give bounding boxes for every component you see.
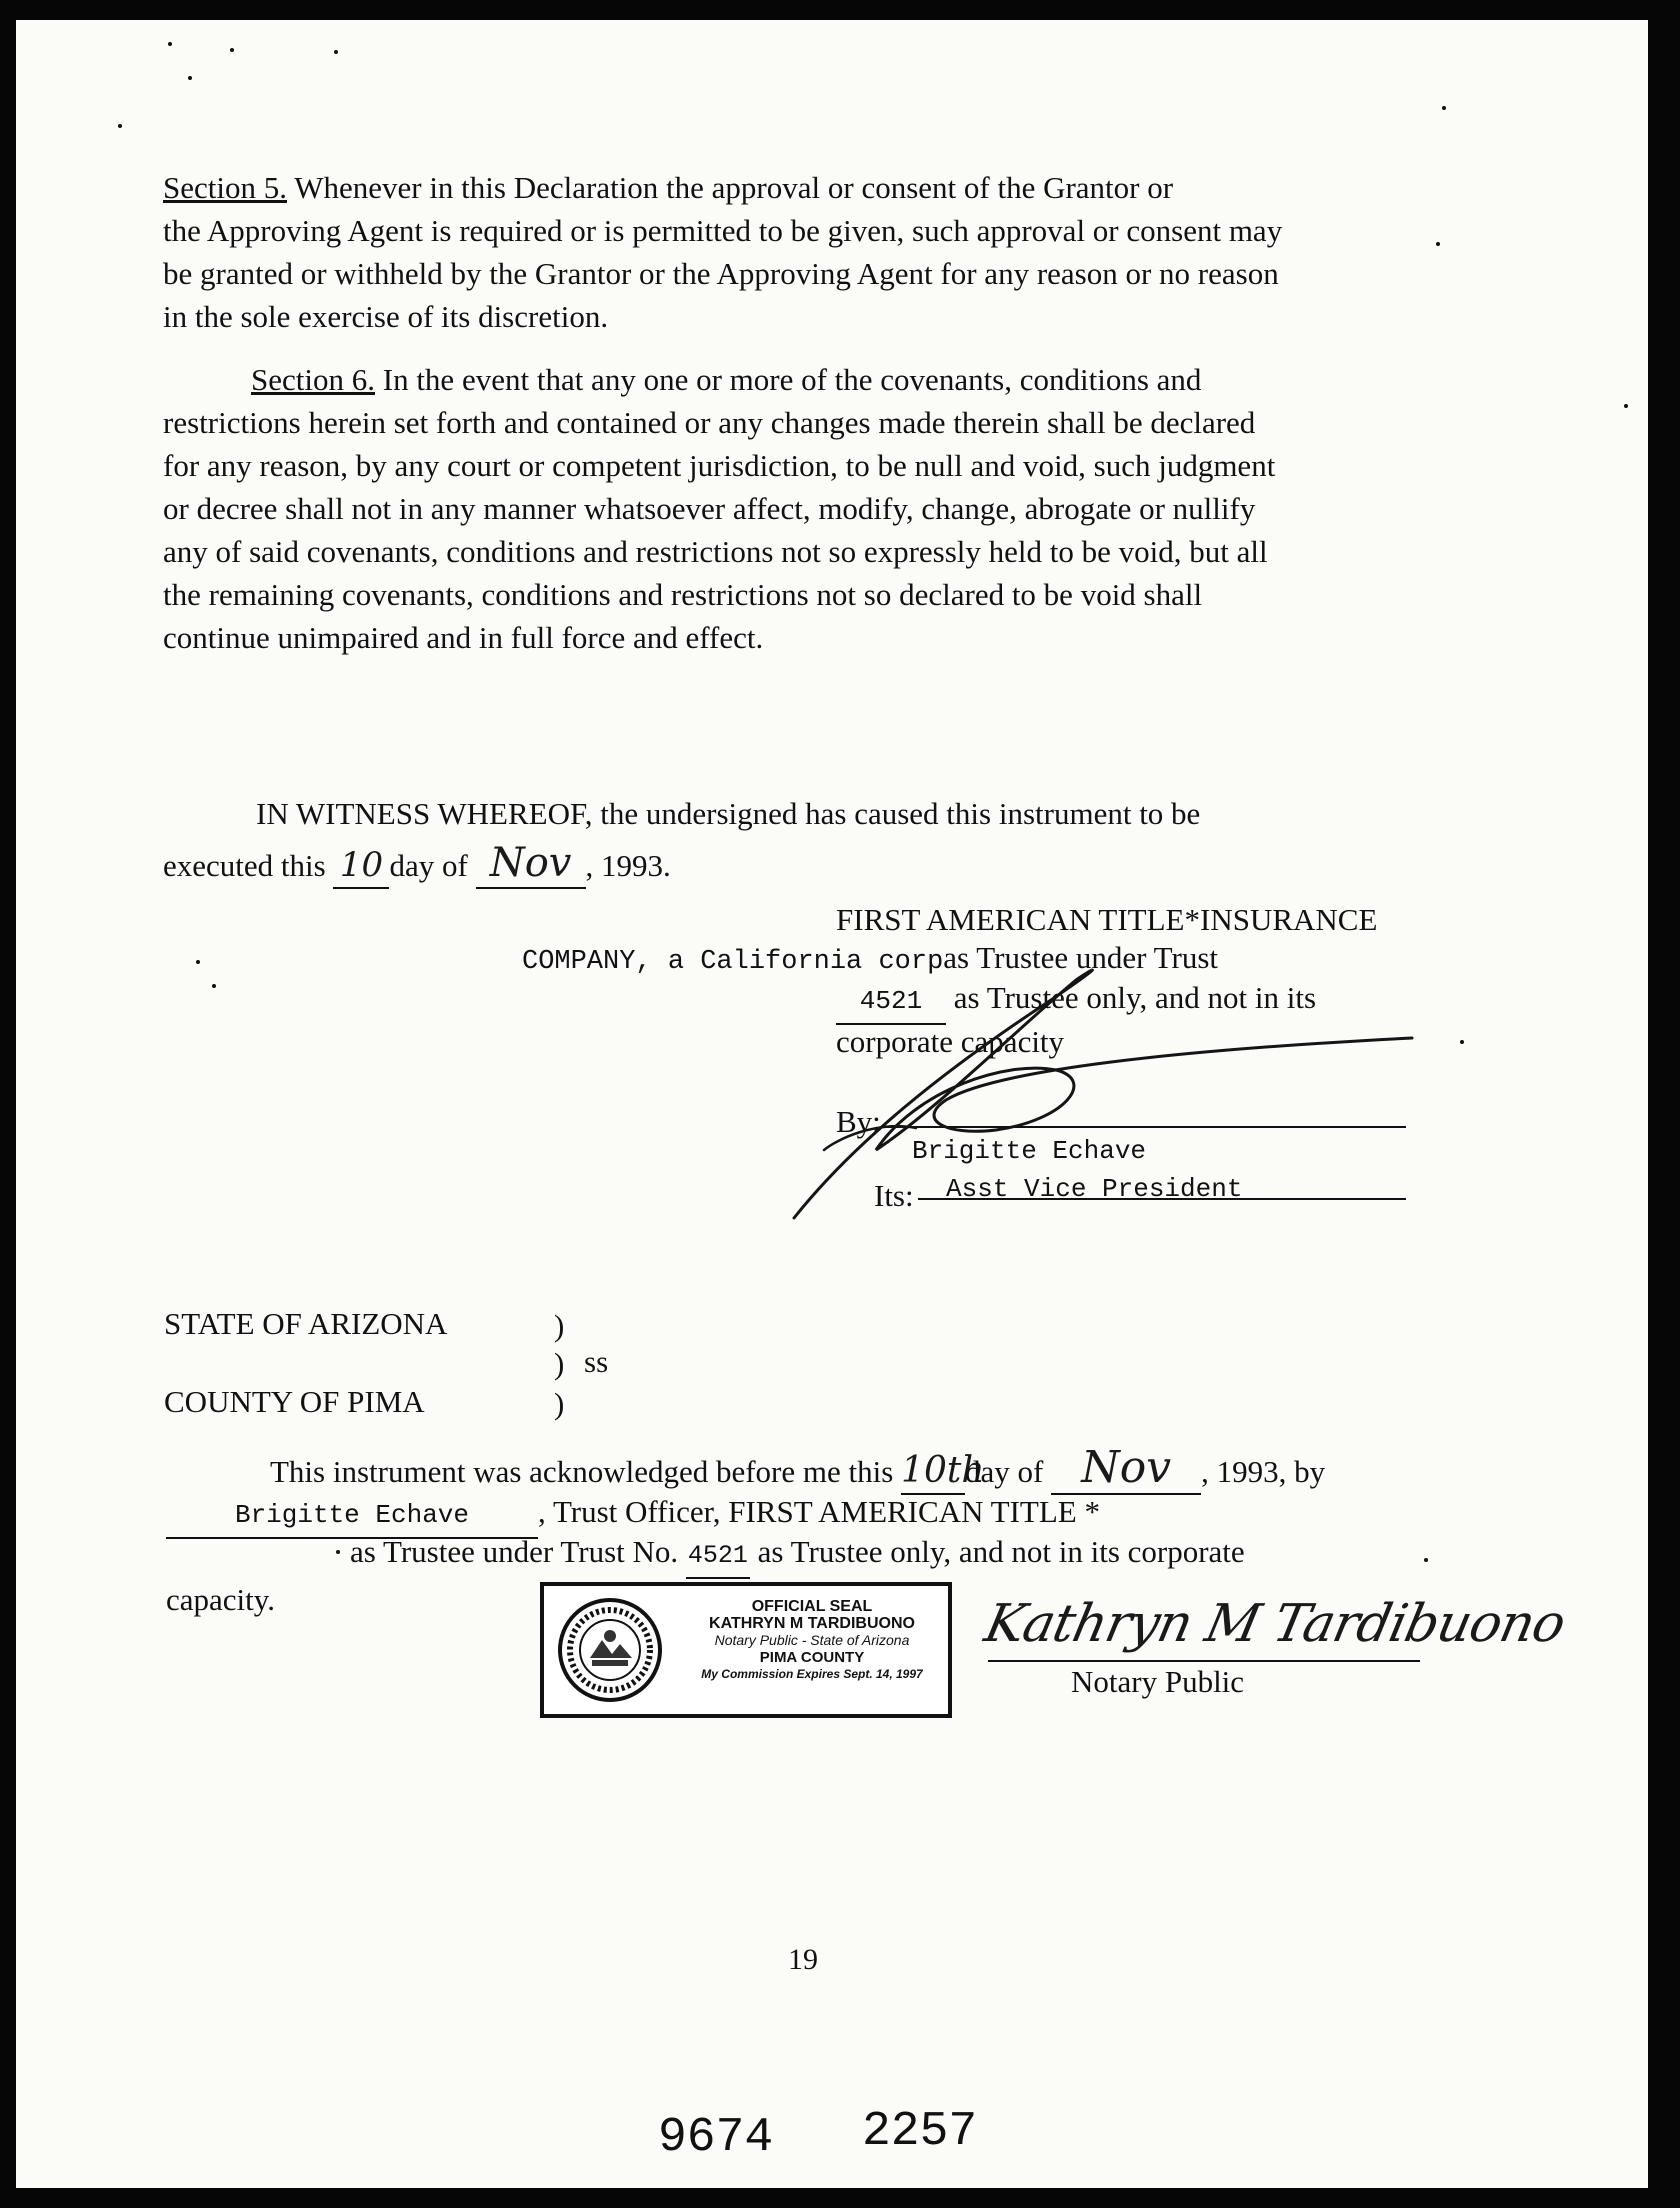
venue-ss: ss xyxy=(584,1344,609,1379)
scan-speck xyxy=(1442,106,1446,110)
recording-number-left: 9674 xyxy=(658,2111,774,2165)
scan-speck xyxy=(1460,1040,1464,1044)
scan-speck xyxy=(1624,404,1628,408)
signatory-trustee-text: as Trustee under Trust xyxy=(943,940,1219,975)
signatory-trust-no: 4521 xyxy=(836,980,946,1025)
venue-paren: ) xyxy=(554,1346,565,1381)
section5-heading: Section 5. xyxy=(163,170,287,205)
witness-prefix: executed this xyxy=(163,848,326,883)
venue-paren: ) xyxy=(554,1308,565,1343)
section5-text-line: in the sole exercise of its discretion. xyxy=(163,299,609,334)
witness-line1: IN WITNESS WHEREOF, the undersigned has caused this instrument to be xyxy=(256,796,1201,831)
seal-line: OFFICIAL SEAL xyxy=(751,1598,873,1615)
witness-suffix: , 1993. xyxy=(585,848,671,883)
seal-line: PIMA COUNTY xyxy=(759,1649,865,1666)
venue-state: STATE OF ARIZONA xyxy=(164,1306,448,1341)
its-label: Its: xyxy=(874,1178,914,1213)
notary-label: Notary Public xyxy=(1071,1664,1245,1699)
venue-paren: ) xyxy=(554,1386,565,1421)
section6-text-line: restrictions herein set forth and contained or any changes made therein shall be declared xyxy=(163,405,1256,440)
section5-text-line: be granted or withheld by the Grantor or the Approving Agent for any reason or no reason xyxy=(163,256,1279,291)
scan-speck xyxy=(196,960,200,964)
page-number: 19 xyxy=(788,1943,818,1976)
recording-number-right: 2257 xyxy=(862,2105,978,2159)
signatory-line4: corporate capacity xyxy=(836,1024,1065,1059)
signatory-line1: FIRST AMERICAN TITLE*INSURANCE xyxy=(836,902,1378,937)
ack-day: 10th xyxy=(901,1450,985,1491)
ack-prefix: This instrument was acknowledged before me this xyxy=(270,1454,894,1489)
venue-county: COUNTY OF PIMA xyxy=(164,1384,425,1419)
ack-trust-prefix: as Trustee under Trust No. xyxy=(350,1534,679,1569)
ack-mid: day of xyxy=(965,1454,1044,1489)
signatory-title: Asst Vice President xyxy=(946,1174,1243,1204)
ack-officer-text: , Trust Officer, FIRST AMERICAN TITLE * xyxy=(538,1494,1100,1529)
scan-speck xyxy=(230,48,234,52)
ack-suffix: , 1993, by xyxy=(1201,1454,1326,1489)
section6-text-line: continue unimpaired and in full force and effect. xyxy=(163,620,764,655)
section6-text-line: or decree shall not in any manner whatsoever affect, modify, change, abrogate or nullify xyxy=(163,491,1256,526)
scan-speck xyxy=(188,76,192,80)
seal-line: KATHRYN M TARDIBUONO xyxy=(709,1615,915,1632)
seal-line: My Commission Expires Sept. 14, 1997 xyxy=(701,1667,923,1681)
ack-trust-suffix: as Trustee only, and not in its corporate xyxy=(757,1534,1245,1569)
signatory-typed-company: COMPANY, a California corp xyxy=(522,947,944,977)
signatory-name: Brigitte Echave xyxy=(912,1136,1147,1166)
ack-line4: capacity. xyxy=(166,1582,275,1617)
ack-month: Nov xyxy=(1081,1442,1172,1493)
scan-speck xyxy=(334,50,338,54)
witness-month: Nov xyxy=(489,840,572,886)
signatory-trustee-only: as Trustee only, and not in its xyxy=(953,980,1317,1015)
seal-line: Notary Public - State of Arizona xyxy=(714,1632,910,1648)
witness-mid: day of xyxy=(389,848,468,883)
by-label: By: xyxy=(836,1104,881,1139)
witness-day: 10 xyxy=(339,845,384,885)
scan-speck xyxy=(212,984,216,988)
section6-text-line: any of said covenants, conditions and restrictions not so expressly held to be void, but all xyxy=(163,534,1268,569)
section5-text-line: Whenever in this Declaration the approval or consent of the Grantor or xyxy=(294,170,1174,205)
section6-text-line: In the event that any one or more of the covenants, conditions and xyxy=(382,362,1202,397)
scan-speck xyxy=(336,1550,340,1554)
scan-speck xyxy=(168,42,172,46)
officer-signature-scribble-icon xyxy=(16,20,1648,2188)
notary-signature: Kathryn M Tardibuono xyxy=(979,1594,1570,1654)
section6-text-line: for any reason, by any court or competent jurisdiction, to be null and void, such judgment xyxy=(163,448,1276,483)
scan-speck xyxy=(1424,1558,1428,1562)
ack-name: Brigitte Echave xyxy=(166,1494,538,1539)
section6-heading: Section 6. xyxy=(251,362,375,397)
ack-trust-no: 4521 xyxy=(686,1534,750,1579)
section6-text-line: the remaining covenants, conditions and restrictions not so declared to be void shall xyxy=(163,577,1203,612)
scan-speck xyxy=(1436,242,1440,246)
section5-text-line: the Approving Agent is required or is permitted to be given, such approval or consent may xyxy=(163,213,1283,248)
document-page xyxy=(16,20,1648,2188)
scan-speck xyxy=(118,124,122,128)
